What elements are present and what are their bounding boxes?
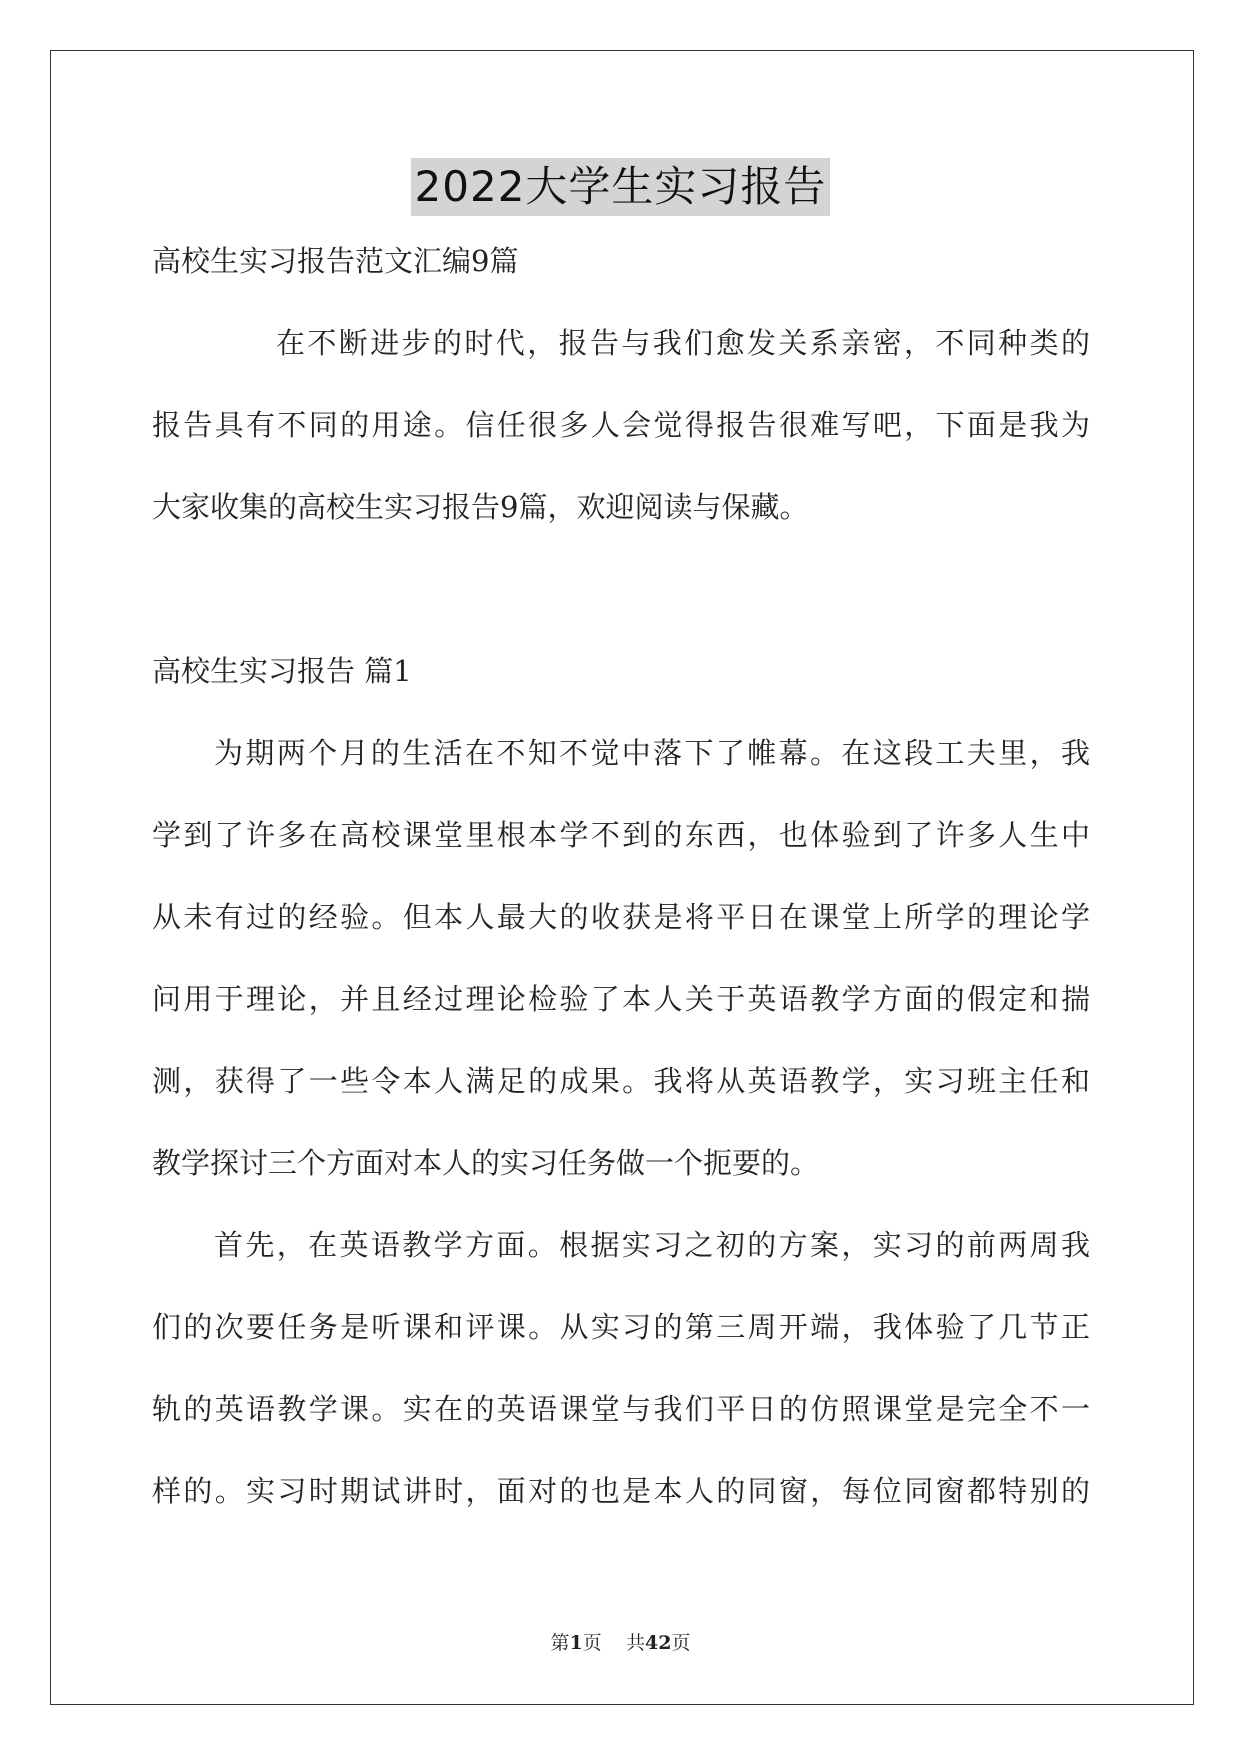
total-prefix: 共 <box>625 1632 645 1654</box>
paragraph2-line-2: 们的次要任务是听课和评课。从实习的第三周开端，我体验了几节正 <box>152 1310 1090 1344</box>
document-subtitle: 高校生实习报告范文汇编9篇 <box>152 244 519 278</box>
paragraph1-line-4: 问用于理论，并且经过理论检验了本人关于英语教学方面的假定和揣 <box>152 982 1090 1016</box>
paragraph2-line-1: 首先，在英语教学方面。根据实习之初的方案，实习的前两周我 <box>214 1228 1090 1262</box>
title-container <box>0 158 1241 216</box>
paragraph1-line-1: 为期两个月的生活在不知不觉中落下了帷幕。在这段工夫里，我 <box>214 736 1090 770</box>
paragraph1-line-2: 学到了许多在高校课堂里根本学不到的东西，也体验到了许多人生中 <box>152 818 1090 852</box>
page-number: 1 <box>569 1632 583 1654</box>
page-suffix: 页 <box>582 1632 602 1654</box>
intro-line-1: 在不断进步的时代，报告与我们愈发关系亲密，不同种类的 <box>276 326 1090 360</box>
document-title: 2022大学生实习报告 <box>411 158 831 216</box>
page-footer <box>0 1628 1241 1655</box>
page-prefix: 第 <box>550 1632 570 1654</box>
total-pages: 42 <box>644 1632 672 1654</box>
paragraph1-line-3: 从未有过的经验。但本人最大的收获是将平日在课堂上所学的理论学 <box>152 900 1090 934</box>
total-suffix: 页 <box>671 1632 691 1654</box>
paragraph2-line-4: 样的。实习时期试讲时，面对的也是本人的同窗，每位同窗都特别的 <box>152 1474 1090 1508</box>
paragraph1-line-5: 测，获得了一些令本人满足的成果。我将从英语教学，实习班主任和 <box>152 1064 1090 1098</box>
paragraph1-line-6: 教学探讨三个方面对本人的实习任务做一个扼要的。 <box>152 1146 820 1180</box>
document-body <box>152 232 1090 1544</box>
section-heading: 高校生实习报告 篇1 <box>152 654 412 688</box>
intro-line-3: 大家收集的高校生实习报告9篇，欢迎阅读与保藏。 <box>152 490 809 524</box>
paragraph2-line-3: 轨的英语教学课。实在的英语课堂与我们平日的仿照课堂是完全不一 <box>152 1392 1090 1426</box>
section-spacer <box>152 560 1090 642</box>
intro-line-2: 报告具有不同的用途。信任很多人会觉得报告很难写吧，下面是我为 <box>152 408 1090 442</box>
